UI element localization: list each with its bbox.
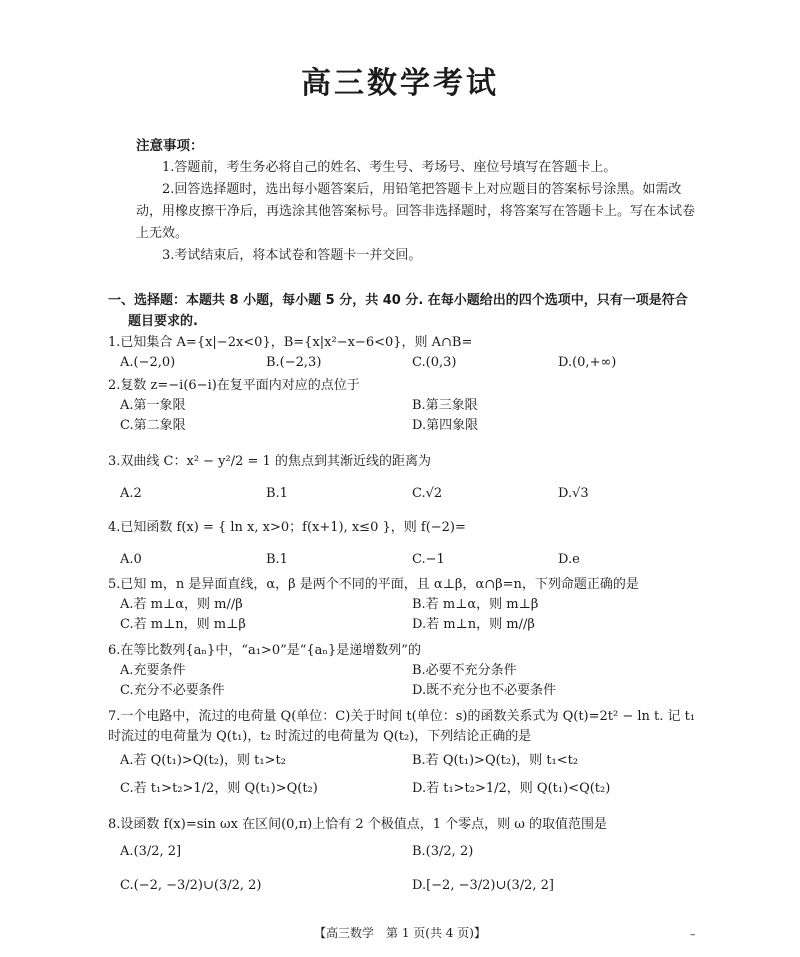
page-footer: 【高三数学 第 1 页(共 4 页)】 xyxy=(314,926,486,940)
option-d: D.若 m⊥n，则 m//β xyxy=(412,617,535,632)
corner-mark: – xyxy=(690,928,696,941)
option-c: C.若 t₁>t₂>1/2，则 Q(t₁)>Q(t₂) xyxy=(120,781,318,796)
options xyxy=(108,353,708,373)
question-2 xyxy=(108,376,708,436)
options xyxy=(108,396,708,436)
question-7 xyxy=(108,707,708,803)
option-a: A.若 m⊥α，则 m//β xyxy=(120,597,243,612)
question-stem: 4.已知函数 f(x) = { ln x, x>0；f(x+1), x≤0 }，则 f(−2)= xyxy=(108,520,466,535)
option-b: B.若 Q(t₁)>Q(t₂)，则 t₁<t₂ xyxy=(412,753,579,768)
option-d: D.若 t₁>t₂>1/2，则 Q(t₁)<Q(t₂) xyxy=(412,781,611,796)
note-item: 2.回答选择题时，选出每小题答案后，用铅笔把答题卡上对应题目的答案标号涂黑。如需改动，用橡皮擦干净后，再选涂其他答案标号。回答非选择题时，将答案写在答题卡上。写在本试卷上无效。 xyxy=(136,182,696,241)
section-line: 一、选择题：本题共 8 小题，每小题 5 分，共 40 分. 在每小题给出的四个选项中，只有一项是符合 xyxy=(108,293,688,308)
options xyxy=(108,550,708,570)
section-heading xyxy=(108,290,708,332)
question-stem: 1.已知集合 A={x|−2x<0}，B={x|x²−x−6<0}，则 A∩B= xyxy=(108,335,473,350)
question-stem: 7.一个电路中，流过的电荷量 Q(单位：C)关于时间 t(单位：s)的函数关系式为 Q(t)=2t² − ln t. 记 t₁ 时流过的电荷量为 Q(t₁)，t₂ 时流过的电荷量为 Q(t₂)，下列结论正确的是 xyxy=(108,709,696,744)
option-a: A.2 xyxy=(120,486,142,501)
option-b: B.(−2,3) xyxy=(266,355,322,370)
note-item: 3.考试结束后，将本试卷和答题卡一并交回。 xyxy=(162,248,422,263)
question-4 xyxy=(108,518,708,570)
option-a: A.(−2,0) xyxy=(120,355,176,370)
notes-heading: 注意事项： xyxy=(136,138,204,154)
option-d: D.既不充分也不必要条件 xyxy=(412,683,557,698)
option-b: B.第三象限 xyxy=(412,398,478,413)
option-d: D.√3 xyxy=(558,486,589,501)
question-stem: 6.在等比数列{aₙ}中，“a₁>0”是“{aₙ}是递增数列”的 xyxy=(108,643,421,658)
notes-block xyxy=(136,135,696,267)
note-item: 1.答题前，考生务必将自己的姓名、考生号、考场号、座位号填写在答题卡上。 xyxy=(162,160,617,175)
option-c: C.√2 xyxy=(412,486,443,501)
question-3 xyxy=(108,452,708,504)
option-d: D.[−2, −3/2)∪(3/2, 2] xyxy=(412,878,554,893)
question-8 xyxy=(108,815,708,903)
options xyxy=(108,835,708,903)
question-5 xyxy=(108,575,708,635)
question-stem: 8.设函数 f(x)=sin ωx 在区间(0,π)上恰有 2 个极值点，1 个零点，则 ω 的取值范围是 xyxy=(108,817,608,832)
options xyxy=(108,747,708,803)
section-line: 题目要求的. xyxy=(128,314,198,329)
option-b: B.必要不充分条件 xyxy=(412,663,517,678)
option-a: A.(3/2, 2] xyxy=(120,844,182,859)
option-d: D.e xyxy=(558,552,580,567)
option-c: C.(−2, −3/2)∪(3/2, 2) xyxy=(120,878,262,893)
option-b: B.1 xyxy=(266,552,288,567)
option-a: A.0 xyxy=(120,552,142,567)
question-stem: 5.已知 m，n 是异面直线，α，β 是两个不同的平面，且 α⊥β，α∩β=n，下列命题正确的是 xyxy=(108,577,639,592)
option-c: C.若 m⊥n，则 m⊥β xyxy=(120,617,246,632)
page-title: 高三数学考试 xyxy=(301,66,499,101)
question-1 xyxy=(108,333,708,373)
option-a: A.充要条件 xyxy=(120,663,186,678)
option-b: B.1 xyxy=(266,486,288,501)
option-c: C.−1 xyxy=(412,552,445,567)
question-stem: 3.双曲线 C：x² − y²/2 = 1 的焦点到其渐近线的距离为 xyxy=(108,454,431,469)
option-a: A.若 Q(t₁)>Q(t₂)，则 t₁>t₂ xyxy=(120,753,286,768)
option-c: C.第二象限 xyxy=(120,418,186,433)
options xyxy=(108,484,708,504)
question-6 xyxy=(108,641,708,701)
option-a: A.第一象限 xyxy=(120,398,186,413)
option-c: C.充分不必要条件 xyxy=(120,683,225,698)
option-b: B.若 m⊥α，则 m⊥β xyxy=(412,597,539,612)
option-c: C.(0,3) xyxy=(412,355,457,370)
option-d: D.第四象限 xyxy=(412,418,479,433)
options xyxy=(108,595,708,635)
option-d: D.(0,+∞) xyxy=(558,355,617,370)
question-stem: 2.复数 z=−i(6−i)在复平面内对应的点位于 xyxy=(108,378,360,393)
options xyxy=(108,661,708,701)
option-b: B.(3/2, 2) xyxy=(412,844,474,859)
